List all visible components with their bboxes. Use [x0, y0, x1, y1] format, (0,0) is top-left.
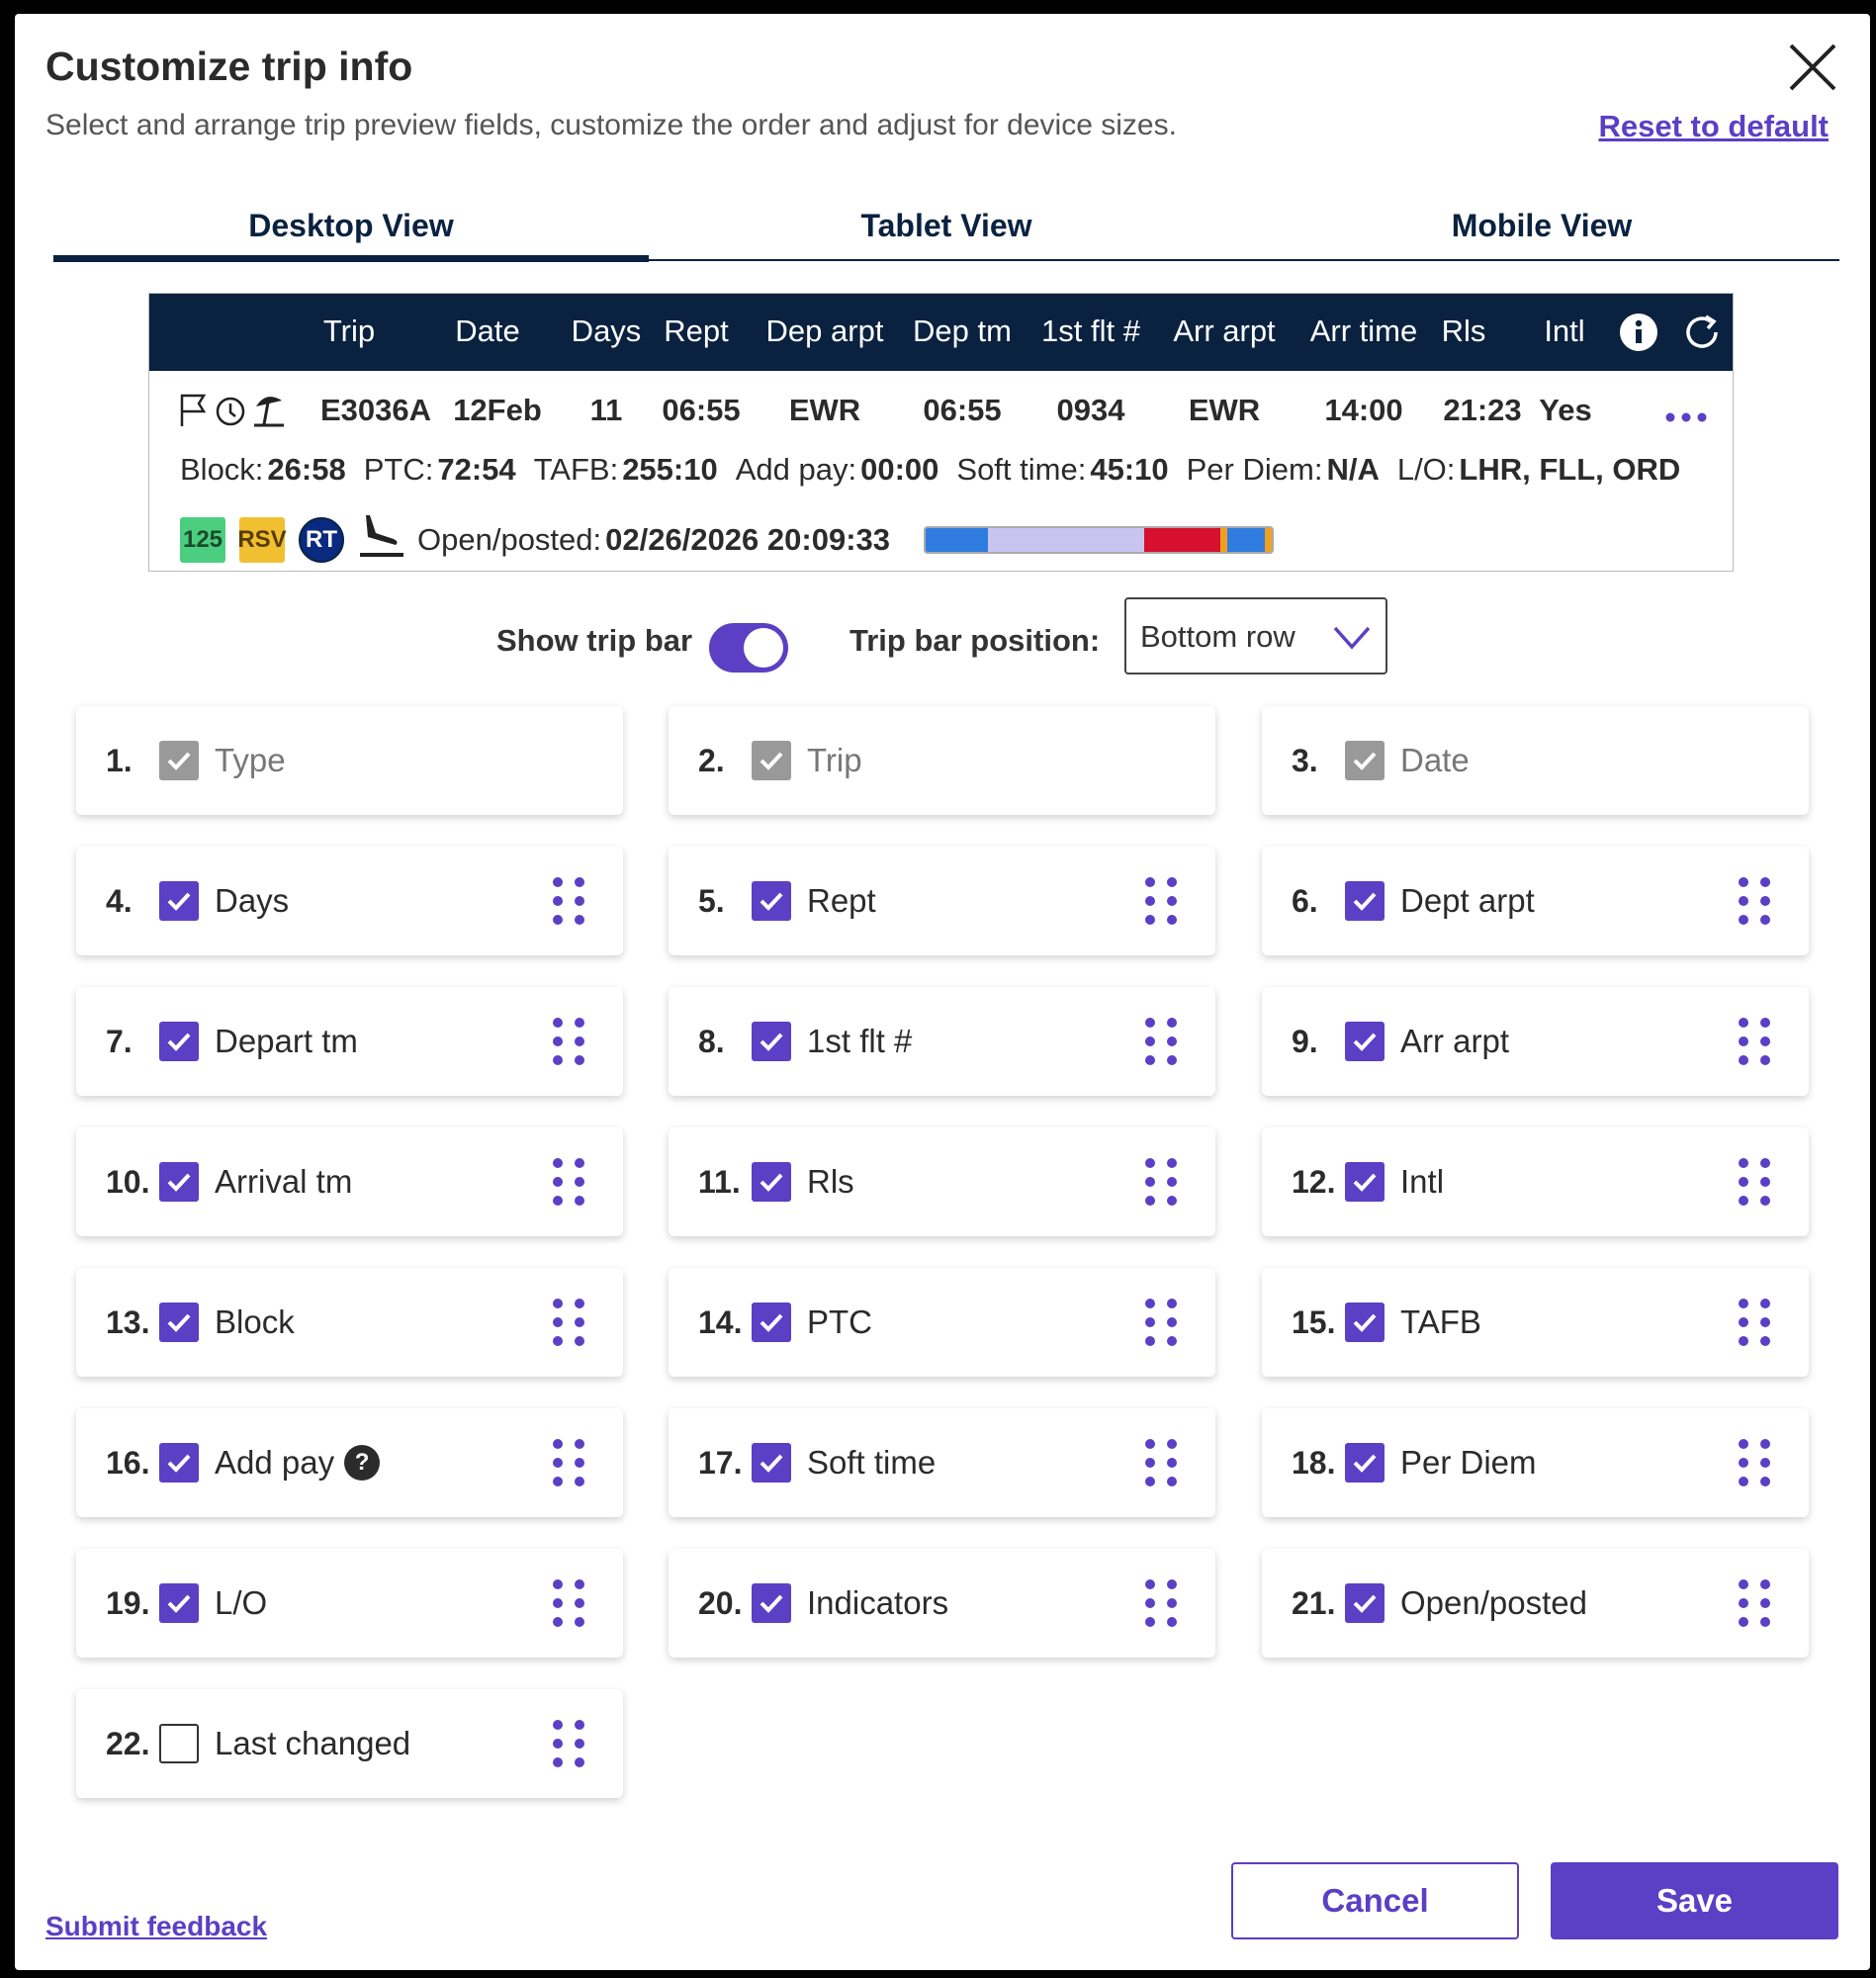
field-label: Trip: [807, 742, 862, 778]
drag-handle-icon[interactable]: [1738, 1438, 1771, 1487]
row-cell: 06:55: [662, 393, 741, 427]
reset-to-default-link[interactable]: Reset to default: [1598, 109, 1829, 143]
row-cell: EWR: [788, 393, 861, 427]
field-checkbox[interactable]: [159, 881, 199, 921]
field-checkbox[interactable]: [1345, 1022, 1385, 1061]
field-card[interactable]: [669, 987, 1215, 1096]
field-card[interactable]: [669, 1549, 1215, 1658]
field-label: Soft time: [807, 1444, 937, 1481]
field-card[interactable]: [1262, 1408, 1809, 1517]
trip-bar-segment: [1227, 528, 1266, 552]
detail-value: 255:10: [622, 452, 718, 487]
drag-handle-icon[interactable]: [552, 1578, 585, 1628]
field-label: Depart tm: [215, 1023, 358, 1059]
field-number: 18.: [1292, 1444, 1336, 1481]
field-card[interactable]: [76, 1408, 623, 1517]
field-number: 9.: [1292, 1023, 1318, 1059]
field-card[interactable]: [76, 1127, 623, 1236]
field-checkbox[interactable]: [1345, 1443, 1385, 1483]
field-card[interactable]: [669, 706, 1215, 815]
show-trip-bar-toggle[interactable]: [709, 623, 788, 673]
row-cell: 06:55: [923, 393, 1002, 427]
drag-handle-icon[interactable]: [552, 1298, 585, 1347]
detail-label: TAFB:: [533, 452, 619, 487]
field-number: 21.: [1292, 1584, 1336, 1621]
save-button[interactable]: Save: [1551, 1862, 1838, 1939]
field-label: Open/posted: [1400, 1584, 1587, 1621]
field-number: 1.: [106, 742, 133, 778]
field-label: Arr arpt: [1400, 1023, 1510, 1059]
drag-handle-icon[interactable]: [1738, 1157, 1771, 1207]
drag-handle-icon[interactable]: [1738, 1017, 1771, 1066]
drag-handle-icon[interactable]: [1738, 1298, 1771, 1347]
preview-details: [180, 452, 1698, 488]
field-card[interactable]: [1262, 1127, 1809, 1236]
field-card[interactable]: [76, 706, 623, 815]
column-header[interactable]: Trip: [322, 314, 376, 348]
detail-value: 45:10: [1090, 452, 1169, 487]
field-number: 19.: [106, 1584, 150, 1621]
field-number: 11.: [698, 1163, 741, 1200]
preview-header: [149, 294, 1733, 371]
open-posted-value: 02/26/2026 20:09:33: [605, 522, 890, 557]
drag-handle-icon[interactable]: [1144, 1438, 1178, 1487]
field-number: 4.: [106, 882, 133, 919]
view-tabs: [53, 192, 1839, 261]
drag-handle-icon[interactable]: [1738, 1578, 1771, 1628]
column-header[interactable]: Rls: [1441, 314, 1486, 348]
field-label: Add pay: [215, 1444, 335, 1481]
field-card[interactable]: [669, 847, 1215, 955]
column-header[interactable]: Intl: [1544, 314, 1585, 348]
field-checkbox[interactable]: [752, 1303, 791, 1342]
column-header[interactable]: Arr arpt: [1173, 314, 1276, 348]
drag-handle-icon[interactable]: [1144, 876, 1178, 926]
dialog-title: Customize trip info: [45, 44, 413, 89]
field-label: PTC: [807, 1304, 872, 1340]
field-card[interactable]: [76, 1268, 623, 1377]
rt-badge: RT: [299, 517, 344, 563]
column-header[interactable]: Rept: [664, 314, 729, 348]
field-label: Block: [215, 1304, 295, 1340]
cancel-button[interactable]: Cancel: [1231, 1862, 1519, 1939]
show-trip-bar-label: Show trip bar: [496, 623, 693, 658]
row-cell: 11: [589, 393, 623, 427]
refresh-icon[interactable]: [1680, 311, 1724, 359]
field-checkbox: [752, 741, 791, 780]
field-label: Type: [215, 742, 286, 778]
trip-bar-position-label: Trip bar position:: [849, 623, 1101, 658]
field-checkbox[interactable]: [159, 1303, 199, 1342]
field-checkbox[interactable]: [752, 1583, 791, 1623]
field-card[interactable]: [669, 1408, 1215, 1517]
field-number: 16.: [106, 1444, 150, 1481]
field-number: 20.: [698, 1584, 743, 1621]
field-card[interactable]: [1262, 1549, 1809, 1658]
drag-handle-icon[interactable]: [552, 1157, 585, 1207]
drag-handle-icon[interactable]: [552, 876, 585, 926]
info-icon[interactable]: [1619, 313, 1658, 357]
field-label: Intl: [1400, 1163, 1445, 1200]
field-checkbox[interactable]: [1345, 881, 1385, 921]
detail-value: 26:58: [267, 452, 346, 487]
drag-handle-icon[interactable]: [1144, 1298, 1178, 1347]
field-label: Indicators: [807, 1584, 949, 1621]
field-number: 5.: [698, 882, 725, 919]
field-checkbox[interactable]: [1345, 1162, 1385, 1202]
preview-indicators: [180, 513, 1274, 567]
close-icon[interactable]: [1787, 42, 1838, 93]
drag-handle-icon[interactable]: [1738, 876, 1771, 926]
trip-preview: [148, 293, 1734, 572]
field-checkbox[interactable]: [752, 1022, 791, 1061]
row-cell: 14:00: [1324, 393, 1403, 427]
column-header[interactable]: Dep tm: [913, 314, 1012, 348]
drag-handle-icon[interactable]: [1144, 1578, 1178, 1628]
field-checkbox[interactable]: [159, 1162, 199, 1202]
field-label: Rls: [807, 1163, 854, 1200]
field-number: 8.: [698, 1023, 725, 1059]
field-number: 10.: [106, 1163, 150, 1200]
detail-label: PTC:: [363, 452, 434, 487]
field-card[interactable]: [1262, 987, 1809, 1096]
field-number: 2.: [698, 742, 725, 778]
row-cell: 21:23: [1443, 393, 1522, 427]
field-checkbox[interactable]: [752, 881, 791, 921]
help-icon[interactable]: ?: [344, 1445, 380, 1481]
trip-bar-segment: [988, 528, 1144, 552]
field-label: Per Diem: [1400, 1444, 1537, 1481]
tab-mobile-view[interactable]: Mobile View: [1451, 208, 1633, 243]
trip-bar-position-value: Bottom row: [1140, 619, 1295, 654]
column-header[interactable]: Date: [455, 314, 520, 348]
field-number: 12.: [1292, 1163, 1336, 1200]
field-checkbox[interactable]: [1345, 1583, 1385, 1623]
column-header[interactable]: 1st flt #: [1041, 314, 1140, 348]
landing-plane-icon: [358, 513, 405, 567]
field-label: Dept arpt: [1400, 882, 1535, 919]
detail-label: Per Diem:: [1186, 452, 1323, 487]
trip-bar-segment: [1144, 528, 1220, 552]
field-number: 17.: [698, 1444, 743, 1481]
row-cell: 0934: [1056, 393, 1125, 427]
field-label: Rept: [807, 882, 876, 919]
detail-label: Add pay:: [735, 452, 857, 487]
field-number: 7.: [106, 1023, 133, 1059]
field-checkbox[interactable]: [159, 1022, 199, 1061]
drag-handle-icon[interactable]: [552, 1017, 585, 1066]
trip-bar-segment: [1265, 528, 1272, 552]
detail-value: N/A: [1326, 452, 1380, 487]
field-card[interactable]: [1262, 847, 1809, 955]
field-number: 14.: [698, 1304, 743, 1340]
field-label: TAFB: [1400, 1304, 1481, 1340]
flag-icon: [179, 393, 209, 433]
field-number: 13.: [106, 1304, 150, 1340]
field-card[interactable]: [76, 1549, 623, 1658]
row-cell: Yes: [1539, 393, 1592, 427]
trip-bar-position-select[interactable]: [1124, 597, 1387, 674]
field-number: 3.: [1292, 742, 1318, 778]
row-cell: E3036A: [319, 393, 432, 427]
column-header[interactable]: Dep arpt: [765, 314, 884, 348]
drag-handle-icon[interactable]: [1144, 1157, 1178, 1207]
drag-handle-icon[interactable]: [1144, 1017, 1178, 1066]
field-card[interactable]: [669, 1127, 1215, 1236]
detail-value: LHR, FLL, ORD: [1459, 452, 1681, 487]
field-card[interactable]: [1262, 706, 1809, 815]
field-checkbox[interactable]: [752, 1443, 791, 1483]
field-label: Arrival tm: [215, 1163, 353, 1200]
dialog-subtitle: Select and arrange trip preview fields, customize the order and adjust for device sizes.: [45, 109, 1177, 141]
row-cell: 12Feb: [453, 393, 542, 427]
field-label: Days: [215, 882, 290, 919]
field-card[interactable]: [76, 1689, 623, 1798]
field-number: 15.: [1292, 1304, 1336, 1340]
detail-value: 00:00: [860, 452, 939, 487]
field-label: Last changed: [215, 1725, 411, 1761]
field-card[interactable]: [669, 1268, 1215, 1377]
field-card[interactable]: [1262, 1268, 1809, 1377]
submit-feedback-link[interactable]: Submit feedback: [45, 1911, 268, 1941]
more-options-icon[interactable]: [1664, 410, 1708, 428]
field-card[interactable]: [76, 987, 623, 1096]
field-checkbox[interactable]: [159, 1583, 199, 1623]
field-checkbox[interactable]: [159, 1443, 199, 1483]
detail-label: Block:: [180, 452, 264, 487]
customize-trip-info-dialog: [15, 14, 1870, 1970]
rsv-badge: RSV: [239, 517, 285, 563]
row-cell: EWR: [1188, 393, 1261, 427]
tab-desktop-view[interactable]: Desktop View: [53, 192, 649, 259]
detail-label: L/O:: [1396, 452, 1456, 487]
field-checkbox: [1345, 741, 1385, 780]
trip-bar: [924, 526, 1274, 554]
field-card[interactable]: [76, 847, 623, 955]
detail-label: Soft time:: [956, 452, 1087, 487]
field-label: L/O: [215, 1584, 268, 1621]
trip-bar-segment: [1220, 528, 1227, 552]
drag-handle-icon[interactable]: [552, 1438, 585, 1487]
open-posted-label: Open/posted:: [417, 522, 602, 557]
field-checkbox: [159, 741, 199, 780]
trip-bar-segment: [926, 528, 988, 552]
column-header[interactable]: Days: [571, 314, 642, 348]
field-number: 6.: [1292, 882, 1318, 919]
drag-handle-icon[interactable]: [552, 1719, 585, 1768]
beach-umbrella-icon: [252, 391, 286, 433]
count-badge: 125: [180, 517, 225, 563]
field-checkbox[interactable]: [752, 1162, 791, 1202]
field-checkbox[interactable]: [159, 1724, 199, 1763]
tab-tablet-view[interactable]: Tablet View: [860, 208, 1032, 243]
clock-icon: [215, 393, 246, 433]
field-label: 1st flt #: [807, 1023, 913, 1059]
field-label: Date: [1400, 742, 1470, 778]
field-checkbox[interactable]: [1345, 1303, 1385, 1342]
field-number: 22.: [106, 1725, 150, 1761]
column-header[interactable]: Arr time: [1309, 314, 1418, 348]
chevron-down-icon: [1332, 623, 1372, 659]
detail-value: 72:54: [437, 452, 516, 487]
